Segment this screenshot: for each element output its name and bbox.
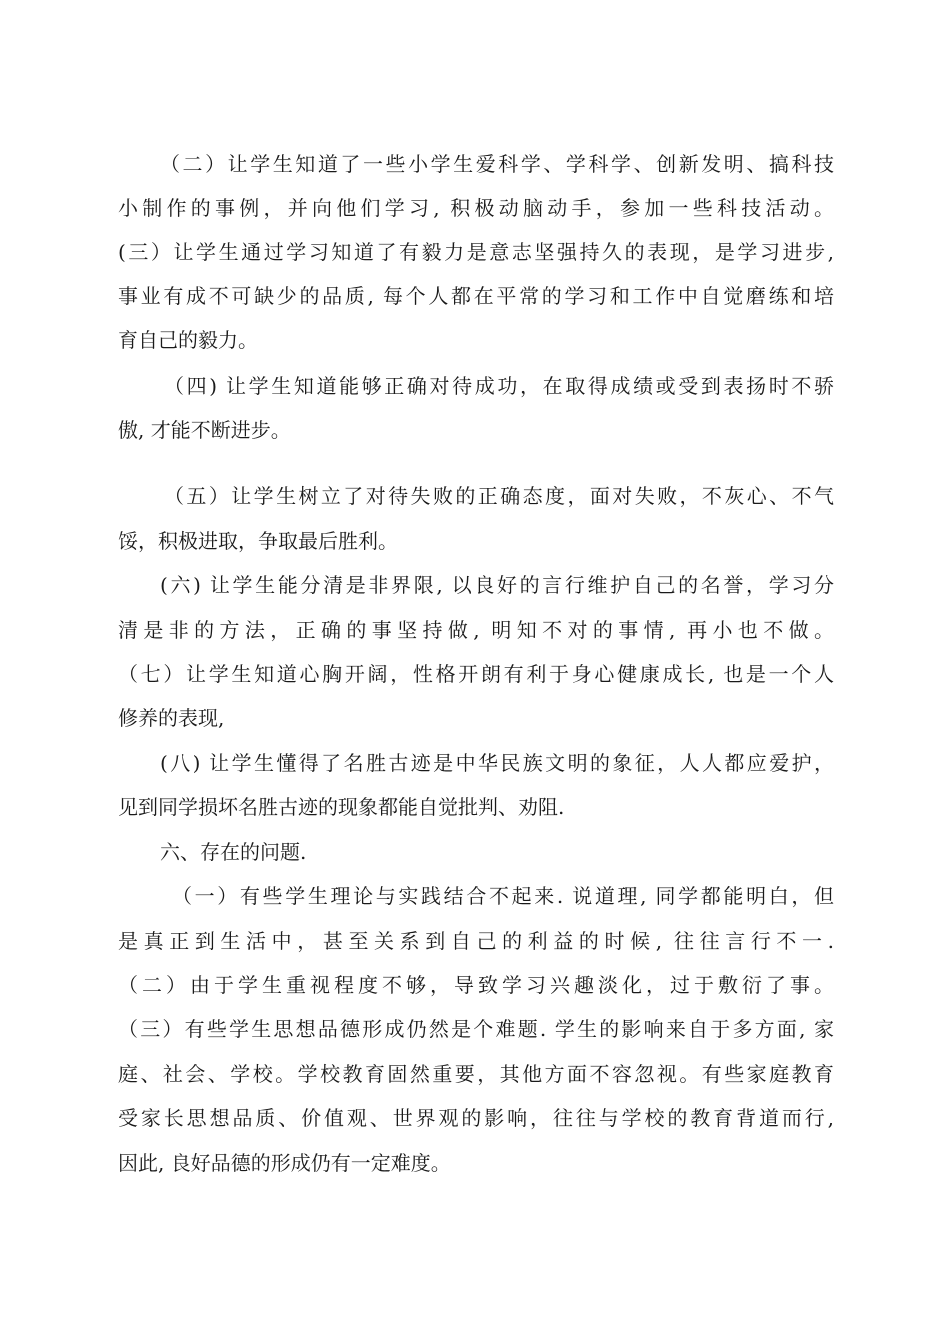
- paragraph-7-line-1: （七）让学生知道心胸开阔，性格开朗有利于身心健康成长, 也是一个人: [118, 662, 834, 686]
- paragraph-2-line-2: 小制作的事例，并向他们学习, 积极动脑动手，参加一些科技活动。: [118, 196, 834, 220]
- problem-1-line-1: （一）有些学生理论与实践结合不起来. 说道理, 同学都能明白，但: [172, 884, 834, 908]
- paragraph-3-line-2: 事业有成不可缺少的品质, 每个人都在平常的学习和工作中自觉磨练和培: [118, 284, 834, 308]
- paragraph-3-line-3: 育自己的毅力。: [118, 328, 258, 352]
- paragraph-8-line-2: 见到同学损坏名胜古迹的现象都能自觉批判、劝阻.: [118, 795, 565, 819]
- problem-1-line-2: 是真正到生活中，甚至关系到自己的利益的时候, 往往言行不一.: [118, 929, 834, 953]
- problem-3-line-1: （三）有些学生思想品德形成仍然是个难题. 学生的影响来自于多方面, 家: [118, 1017, 834, 1041]
- paragraph-5-line-2: 馁，积极进取，争取最后胜利。: [118, 529, 398, 553]
- paragraph-5-line-1: （五）让学生树立了对待失败的正确态度，面对失败，不灰心、不气: [164, 484, 834, 508]
- paragraph-4-line-1: （四) 让学生知道能够正确对待成功，在取得成绩或受到表扬时不骄: [164, 374, 834, 398]
- paragraph-6-line-2: 清是非的方法，正确的事坚持做, 明知不对的事情, 再小也不做。: [118, 618, 834, 642]
- section-heading: 六、存在的问题.: [160, 840, 307, 864]
- paragraph-8-line-1: (八) 让学生懂得了名胜古迹是中华民族文明的象征，人人都应爱护，: [160, 751, 834, 775]
- paragraph-2-line-1: （二）让学生知道了一些小学生爱科学、学科学、创新发明、搞科技: [160, 152, 834, 176]
- problem-3-line-3: 受家长思想品质、价值观、世界观的影响，往往与学校的教育背道而行,: [118, 1106, 834, 1130]
- paragraph-7-line-2: 修养的表现,: [118, 706, 225, 730]
- problem-3-line-2: 庭、社会、学校。学校教育固然重要，其他方面不容忽视。有些家庭教育: [118, 1062, 834, 1086]
- paragraph-3-line-1: (三）让学生通过学习知道了有毅力是意志坚强持久的表现，是学习进步,: [118, 240, 834, 264]
- problem-3-line-4: 因此, 良好品德的形成仍有一定难度。: [118, 1151, 451, 1175]
- paragraph-6-line-1: (六) 让学生能分清是非界限, 以良好的言行维护自己的名誉，学习分: [160, 573, 834, 597]
- problem-2-line-1: （二）由于学生重视程度不够，导致学习兴趣淡化，过于敷衍了事。: [118, 973, 834, 997]
- paragraph-4-line-2: 傲, 才能不断进步。: [118, 418, 291, 442]
